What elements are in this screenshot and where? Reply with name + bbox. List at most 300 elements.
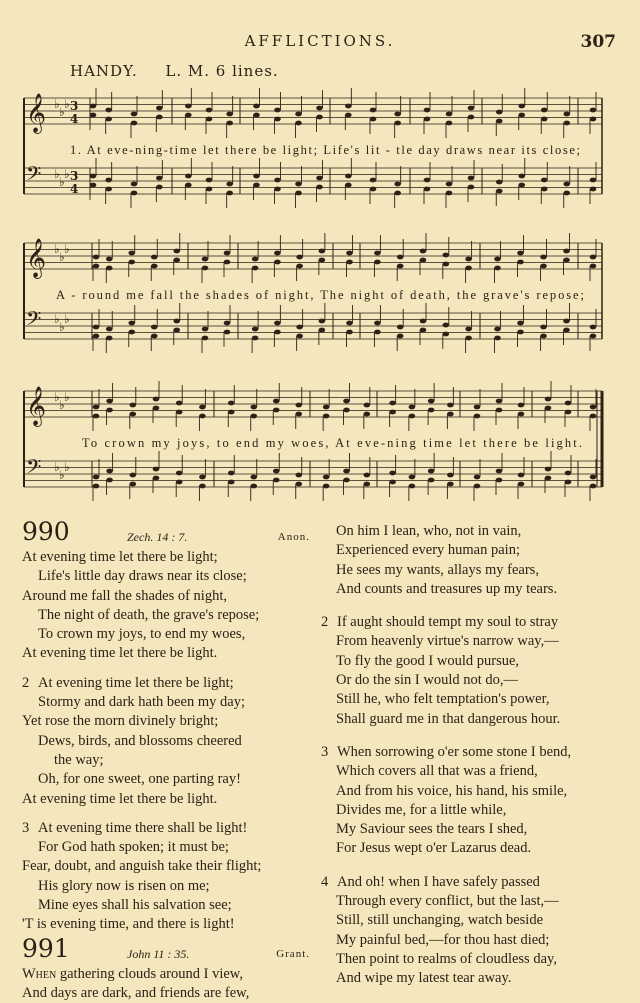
music-score (0, 80, 640, 510)
note-head (364, 412, 371, 417)
note-head (273, 469, 280, 474)
verse-line: He sees my wants, allays my fears, (336, 561, 539, 578)
note-head (496, 110, 503, 115)
treble-clef-icon: 𝄞 (26, 386, 47, 426)
note-head (370, 117, 377, 122)
note-head (545, 476, 552, 481)
note-head (106, 399, 113, 404)
note-head (185, 183, 192, 188)
verse-line: Oh, for one sweet, one parting ray! (38, 771, 241, 788)
verse-line: Still he, who felt temptation's power, (336, 691, 550, 708)
note-head (590, 187, 597, 192)
note-head (443, 253, 450, 258)
note-head (316, 106, 323, 111)
note-head (93, 255, 100, 260)
verse-line: And wipe my latest tear away. (336, 970, 512, 987)
note-head (447, 403, 454, 408)
note-head (494, 266, 501, 271)
note-head (90, 104, 97, 109)
note-head (128, 260, 135, 265)
note-head (156, 115, 163, 120)
verse-line: To crown my joys, to end my woes, (38, 626, 246, 643)
note-head (345, 174, 352, 179)
flat-icon: ♭ (59, 398, 65, 412)
tune-heading (70, 62, 279, 80)
note-head (185, 174, 192, 179)
note-head (173, 328, 180, 333)
note-head (93, 325, 100, 330)
flat-icon: ♭ (59, 175, 65, 189)
note-head (176, 480, 183, 485)
verse-line: Life's little day draws near its close; (38, 568, 247, 585)
note-head (128, 321, 135, 326)
note-head (465, 336, 472, 341)
note-head (176, 401, 183, 406)
note-head (397, 264, 404, 269)
note-head (420, 249, 427, 254)
page-number: 307 (580, 32, 616, 52)
note-head (151, 325, 158, 330)
verse-number: 3 (22, 819, 30, 836)
note-head (346, 260, 353, 265)
verse-line: Stormy and dark hath been my day; (38, 694, 245, 711)
note-head (176, 410, 183, 415)
note-head (590, 117, 597, 122)
note-head (105, 187, 112, 192)
note-head (185, 104, 192, 109)
note-head (105, 108, 112, 113)
note-head (517, 260, 524, 265)
note-head (296, 255, 303, 260)
verse-line: At evening time let there be light. (22, 790, 218, 807)
note-head (468, 106, 475, 111)
bass-clef-icon: 𝄢 (26, 162, 42, 190)
note-head (226, 191, 233, 196)
note-head (250, 484, 257, 489)
note-head (93, 264, 100, 269)
note-head (540, 325, 547, 330)
note-head (370, 108, 377, 113)
note-head (518, 183, 525, 188)
note-head (346, 251, 353, 256)
flat-icon: ♭ (59, 105, 65, 119)
note-head (443, 332, 450, 337)
verse-line: For God hath spoken; it must be; (38, 839, 229, 856)
note-head (228, 480, 235, 485)
note-head (409, 484, 416, 489)
note-head (250, 414, 257, 419)
lyric-line-1: 1. At eve-ning-time let there be light; Life's lit - tle day draws near its close; (70, 143, 581, 157)
verse-line: From heavenly virtue's narrow way,— (336, 633, 559, 650)
note-head (319, 249, 326, 254)
note-head (563, 191, 570, 196)
note-head (424, 187, 431, 192)
note-head (518, 174, 525, 179)
verse-line: For Jesus wept o'er Lazarus dead. (336, 840, 532, 857)
verse-line: Mine eyes shall his salvation see; (38, 897, 232, 914)
verse-line: At evening time let there be light; (22, 549, 218, 565)
verse-line: gathering clouds around I view, (56, 965, 243, 982)
verse-line: Around me fall the shades of night, (22, 587, 227, 604)
verse-line: Fear, doubt, and anguish take their flight; (22, 858, 262, 875)
note-head (90, 113, 97, 118)
note-head (364, 403, 371, 408)
note-head (199, 405, 206, 410)
note-head (250, 475, 257, 480)
note-head (428, 469, 435, 474)
verse-number: 2 (321, 614, 329, 631)
note-head (224, 330, 231, 335)
note-head (389, 410, 396, 415)
note-head (295, 191, 302, 196)
verse-line: If aught should tempt my soul to stray (337, 614, 559, 631)
note-head (346, 330, 353, 335)
note-head (93, 334, 100, 339)
verse-line: Still, still unchanging, watch beside (336, 912, 544, 929)
note-head (295, 403, 302, 408)
hymn-991 (321, 522, 621, 989)
verse-line: My painful bed,—for thou hast died; (336, 931, 550, 948)
note-head (517, 251, 524, 256)
verse-line: My Saviour sees the tears I shed, (336, 821, 528, 838)
treble-clef-icon: 𝄞 (26, 238, 47, 278)
note-head (130, 473, 137, 478)
verse-line: The night of death, the grave's repose; (38, 606, 260, 623)
time-signature: 3 (70, 169, 79, 183)
note-head (590, 325, 597, 330)
note-head (206, 117, 213, 122)
note-head (274, 260, 281, 265)
note-head (252, 327, 259, 332)
verse-line: Experienced every human pain; (336, 542, 520, 559)
note-head (228, 401, 235, 406)
note-head (545, 406, 552, 411)
note-head (199, 414, 206, 419)
note-head (343, 478, 350, 483)
flat-icon: ♭ (54, 97, 60, 111)
note-head (253, 183, 260, 188)
verse-line: Which covers all that was a friend, (336, 763, 538, 780)
note-head (394, 182, 401, 187)
note-head (316, 185, 323, 190)
note-head (374, 330, 381, 335)
note-head (226, 182, 233, 187)
note-head (424, 108, 431, 113)
note-head (228, 410, 235, 415)
note-head (540, 255, 547, 260)
section-title: AFFLICTIONS. (244, 32, 396, 50)
note-head (518, 113, 525, 118)
hymn-number: 990 (22, 517, 70, 546)
note-head (447, 473, 454, 478)
note-head (447, 412, 454, 417)
flat-icon: ♭ (64, 460, 70, 474)
flat-icon: ♭ (54, 167, 60, 181)
note-head (590, 475, 597, 480)
note-head (563, 112, 570, 117)
note-head (273, 408, 280, 413)
note-head (468, 185, 475, 190)
note-head (151, 255, 158, 260)
verse-line: Dews, birds, and blossoms cheered (38, 732, 242, 749)
note-head (156, 106, 163, 111)
note-head (494, 257, 501, 262)
author: Grant. (276, 947, 310, 960)
note-head (428, 399, 435, 404)
note-head (224, 251, 231, 256)
note-head (323, 405, 330, 410)
note-head (156, 185, 163, 190)
note-head (563, 121, 570, 126)
note-head (397, 325, 404, 330)
note-head (128, 330, 135, 335)
note-head (106, 336, 113, 341)
note-head (518, 412, 525, 417)
note-head (128, 251, 135, 256)
note-head (394, 112, 401, 117)
note-head (323, 484, 330, 489)
note-head (253, 174, 260, 179)
verse-line: At evening time let there be light; (38, 674, 234, 691)
note-head (274, 251, 281, 256)
note-head (565, 480, 572, 485)
note-head (106, 469, 113, 474)
note-head (563, 258, 570, 263)
note-head (443, 323, 450, 328)
note-head (420, 258, 427, 263)
note-head (545, 467, 552, 472)
flat-icon: ♭ (59, 250, 65, 264)
note-head (151, 264, 158, 269)
scripture-reference: Zech. 14 : 7. (127, 530, 188, 544)
note-head (316, 115, 323, 120)
note-head (343, 408, 350, 413)
note-head (446, 182, 453, 187)
note-head (316, 176, 323, 181)
hymn-990 (22, 517, 312, 1003)
note-head (565, 401, 572, 406)
note-head (494, 336, 501, 341)
scripture-reference: John 11 : 35. (127, 946, 190, 961)
tune-name: HANDY. (70, 62, 138, 80)
bass-clef-icon: 𝄢 (26, 307, 42, 335)
note-head (590, 178, 597, 183)
note-head (563, 328, 570, 333)
note-head (295, 112, 302, 117)
note-head (295, 121, 302, 126)
flat-icon: ♭ (59, 320, 65, 334)
note-head (206, 187, 213, 192)
verse-line: 'T is evening time, and there is light! (22, 916, 235, 933)
note-head (446, 191, 453, 196)
note-head (202, 336, 209, 341)
note-head (173, 258, 180, 263)
note-head (446, 112, 453, 117)
note-head (252, 336, 259, 341)
verse-line: And counts and treasures up my tears. (336, 580, 558, 597)
note-head (496, 478, 503, 483)
verse-number: 3 (321, 743, 329, 760)
note-head (106, 327, 113, 332)
note-head (296, 334, 303, 339)
flat-icon: ♭ (64, 390, 70, 404)
note-head (199, 475, 206, 480)
note-head (590, 405, 597, 410)
note-head (106, 257, 113, 262)
time-signature: 4 (70, 112, 79, 126)
note-head (345, 113, 352, 118)
note-head (541, 108, 548, 113)
first-word: When (22, 965, 57, 982)
note-head (106, 266, 113, 271)
note-head (323, 414, 330, 419)
note-head (173, 319, 180, 324)
note-head (496, 189, 503, 194)
verse-line: His glory now is risen on me; (38, 877, 210, 894)
note-head (409, 405, 416, 410)
note-head (541, 178, 548, 183)
note-head (206, 178, 213, 183)
note-head (274, 178, 281, 183)
note-head (541, 117, 548, 122)
note-head (153, 406, 160, 411)
note-head (397, 334, 404, 339)
note-head (274, 108, 281, 113)
note-head (465, 327, 472, 332)
note-head (131, 112, 138, 117)
note-head (224, 321, 231, 326)
note-head (106, 478, 113, 483)
verse-line: And from his voice, his hand, his smile, (336, 782, 568, 799)
note-head (590, 484, 597, 489)
verse-line: When sorrowing o'er some stone I bend, (337, 743, 572, 760)
note-head (496, 180, 503, 185)
note-head (131, 191, 138, 196)
verse-line: Then point to realms of cloudless day, (336, 950, 557, 967)
note-head (468, 115, 475, 120)
note-head (253, 104, 260, 109)
note-head (496, 408, 503, 413)
note-head (590, 264, 597, 269)
note-head (389, 471, 396, 476)
note-head (273, 399, 280, 404)
note-head (428, 408, 435, 413)
note-head (424, 178, 431, 183)
note-head (105, 178, 112, 183)
note-head (540, 264, 547, 269)
note-head (202, 266, 209, 271)
note-head (474, 405, 481, 410)
note-head (153, 467, 160, 472)
note-head (224, 260, 231, 265)
note-head (253, 113, 260, 118)
note-head (563, 249, 570, 254)
note-head (517, 321, 524, 326)
note-head (563, 182, 570, 187)
note-head (199, 484, 206, 489)
note-head (151, 334, 158, 339)
verse-line: At evening time let there be light. (22, 645, 218, 662)
note-head (346, 321, 353, 326)
note-head (565, 410, 572, 415)
note-head (295, 473, 302, 478)
flat-icon: ♭ (54, 390, 60, 404)
note-head (518, 473, 525, 478)
note-head (496, 119, 503, 124)
note-head (274, 330, 281, 335)
note-head (496, 399, 503, 404)
flat-icon: ♭ (54, 242, 60, 256)
note-head (173, 249, 180, 254)
note-head (131, 121, 138, 126)
note-head (518, 482, 525, 487)
note-head (397, 255, 404, 260)
note-head (250, 405, 257, 410)
verse-line: Through every conflict, but the last,— (336, 893, 559, 910)
note-head (518, 403, 525, 408)
note-head (394, 121, 401, 126)
note-head (545, 397, 552, 402)
flat-icon: ♭ (64, 167, 70, 181)
note-head (274, 321, 281, 326)
note-head (226, 112, 233, 117)
note-head (93, 484, 100, 489)
hymn-991-header (22, 933, 312, 969)
note-head (274, 187, 281, 192)
flat-icon: ♭ (54, 460, 60, 474)
note-head (343, 399, 350, 404)
note-head (443, 262, 450, 267)
note-head (185, 113, 192, 118)
note-head (252, 257, 259, 262)
note-head (226, 121, 233, 126)
treble-clef-icon: 𝄞 (26, 93, 47, 133)
verse-line: Shall guard me in that dangerous hour. (336, 710, 561, 727)
note-head (474, 414, 481, 419)
note-head (370, 187, 377, 192)
note-head (374, 260, 381, 265)
flat-icon: ♭ (59, 468, 65, 482)
flat-icon: ♭ (54, 312, 60, 326)
note-head (465, 257, 472, 262)
note-head (106, 408, 113, 413)
verse-number: 2 (22, 674, 30, 691)
note-head (153, 476, 160, 481)
note-head (319, 319, 326, 324)
note-head (590, 414, 597, 419)
note-head (364, 482, 371, 487)
flat-icon: ♭ (64, 242, 70, 256)
note-head (90, 183, 97, 188)
time-signature: 4 (70, 182, 79, 196)
note-head (394, 191, 401, 196)
note-head (409, 475, 416, 480)
note-head (105, 117, 112, 122)
note-head (130, 412, 137, 417)
note-head (90, 174, 97, 179)
verse-line: On him I lean, who, not in vain, (336, 523, 522, 539)
note-head (343, 469, 350, 474)
note-head (295, 482, 302, 487)
note-head (465, 266, 472, 271)
note-head (420, 319, 427, 324)
note-head (93, 414, 100, 419)
note-head (496, 469, 503, 474)
note-head (563, 319, 570, 324)
verse-line: And days are dark, and friends are few, (22, 984, 250, 1001)
verse-line: Divides me, for a little while, (336, 801, 507, 818)
note-head (518, 104, 525, 109)
